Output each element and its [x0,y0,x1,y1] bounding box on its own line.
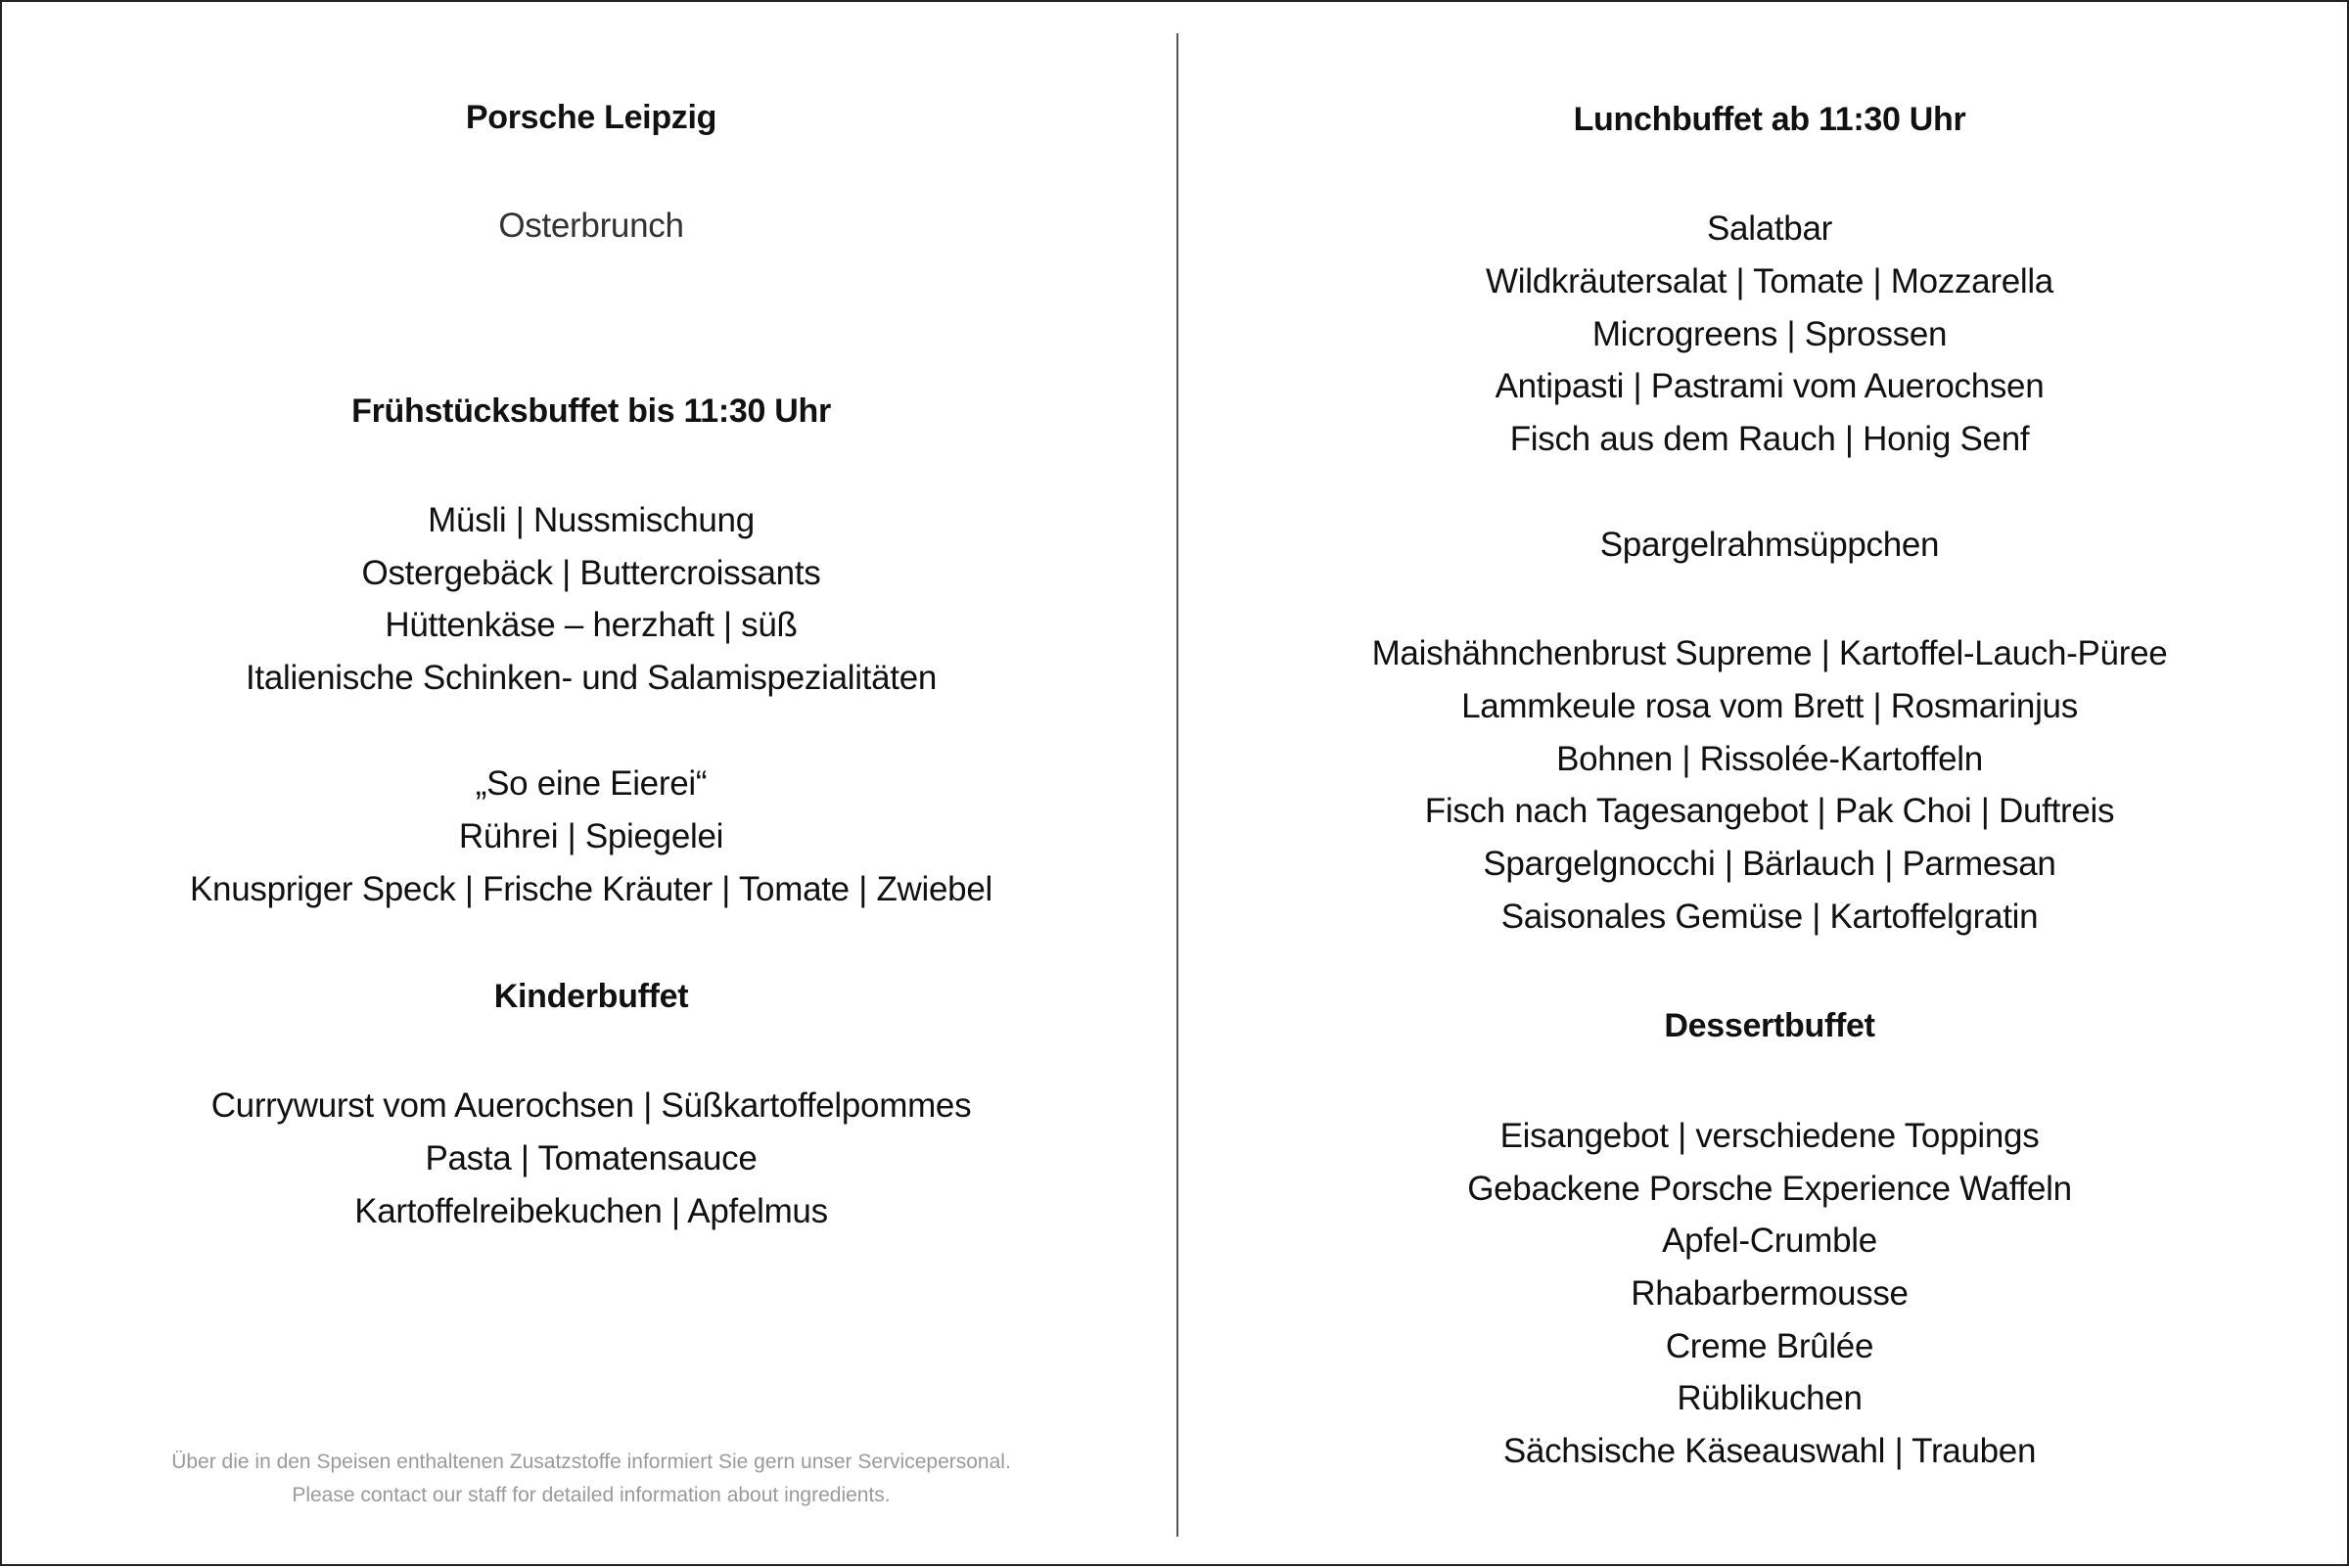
breakfast-heading: Frühstücksbuffet bis 11:30 Uhr [351,392,831,430]
dessert-item: Rüblikuchen [1677,1379,1863,1417]
ingredients-note-de: Über die in den Speisen enthaltenen Zusatzstoffe informiert Sie gern unser Servicepersonal. [171,1451,1011,1473]
main-item: Lammkeule rosa vom Brett | Rosmarinjus [1461,687,2078,725]
salad-item: Fisch aus dem Rauch | Honig Senf [1509,420,2030,458]
kids-item: Kartoffelreibekuchen | Apfelmus [354,1192,828,1230]
venue-title: Porsche Leipzig [465,99,717,136]
eggs-item: Knuspriger Speck | Frische Kräuter | Tomate | Zwiebel [190,870,992,908]
main-item: Bohnen | Rissolée-Kartoffeln [1556,740,1983,778]
main-item: Spargelgnocchi | Bärlauch | Parmesan [1483,845,2056,883]
salad-item: Microgreens | Sprossen [1591,315,1948,353]
kids-heading: Kinderbuffet [493,978,689,1015]
main-item: Saisonales Gemüse | Kartoffelgratin [1500,898,2039,936]
kids-item: Currywurst vom Auerochsen | Süßkartoffelpommes [210,1086,972,1125]
dessert-item: Rhabarbermousse [1631,1274,1909,1313]
salad-item: Salatbar [1707,209,1832,248]
lunch-heading: Lunchbuffet ab 11:30 Uhr [1573,101,1966,138]
breakfast-item: Italienische Schinken- und Salamispezialitäten [245,659,938,697]
main-item: Fisch nach Tagesangebot | Pak Choi | Duftreis [1424,792,2115,830]
salad-item: Wildkräutersalat | Tomate | Mozzarella [1486,262,2053,300]
eggs-title: „So eine Eierei“ [475,764,708,803]
dessert-item: Sächsische Käseauswahl | Trauben [1502,1432,2037,1470]
breakfast-item: Müsli | Nussmischung [428,501,755,539]
main-item: Maishähnchenbrust Supreme | Kartoffel-Lauch-Püree [1371,634,2168,672]
dessert-item: Apfel-Crumble [1662,1222,1877,1260]
right-column [1180,2,2349,1568]
column-divider [1176,33,1178,1537]
dessert-item: Eisangebot | verschiedene Toppings [1499,1117,2040,1155]
ingredients-note-en: Please contact our staff for detailed information about ingredients. [292,1484,891,1506]
dessert-item: Creme Brûlée [1665,1327,1874,1365]
eggs-item: Rührei | Spiegelei [458,817,724,855]
dessert-heading: Dessertbuffet [1664,1007,1875,1044]
breakfast-item: Ostergebäck | Buttercroissants [361,554,821,592]
dessert-item: Gebackene Porsche Experience Waffeln [1467,1170,2072,1208]
breakfast-item: Hüttenkäse – herzhaft | süß [385,606,798,644]
soup-item: Spargelrahmsüppchen [1599,526,1940,564]
kids-item: Pasta | Tomatensauce [425,1139,758,1177]
event-subtitle: Osterbrunch [498,207,684,245]
salad-item: Antipasti | Pastrami vom Auerochsen [1495,367,2045,405]
left-column [2,2,1180,1568]
